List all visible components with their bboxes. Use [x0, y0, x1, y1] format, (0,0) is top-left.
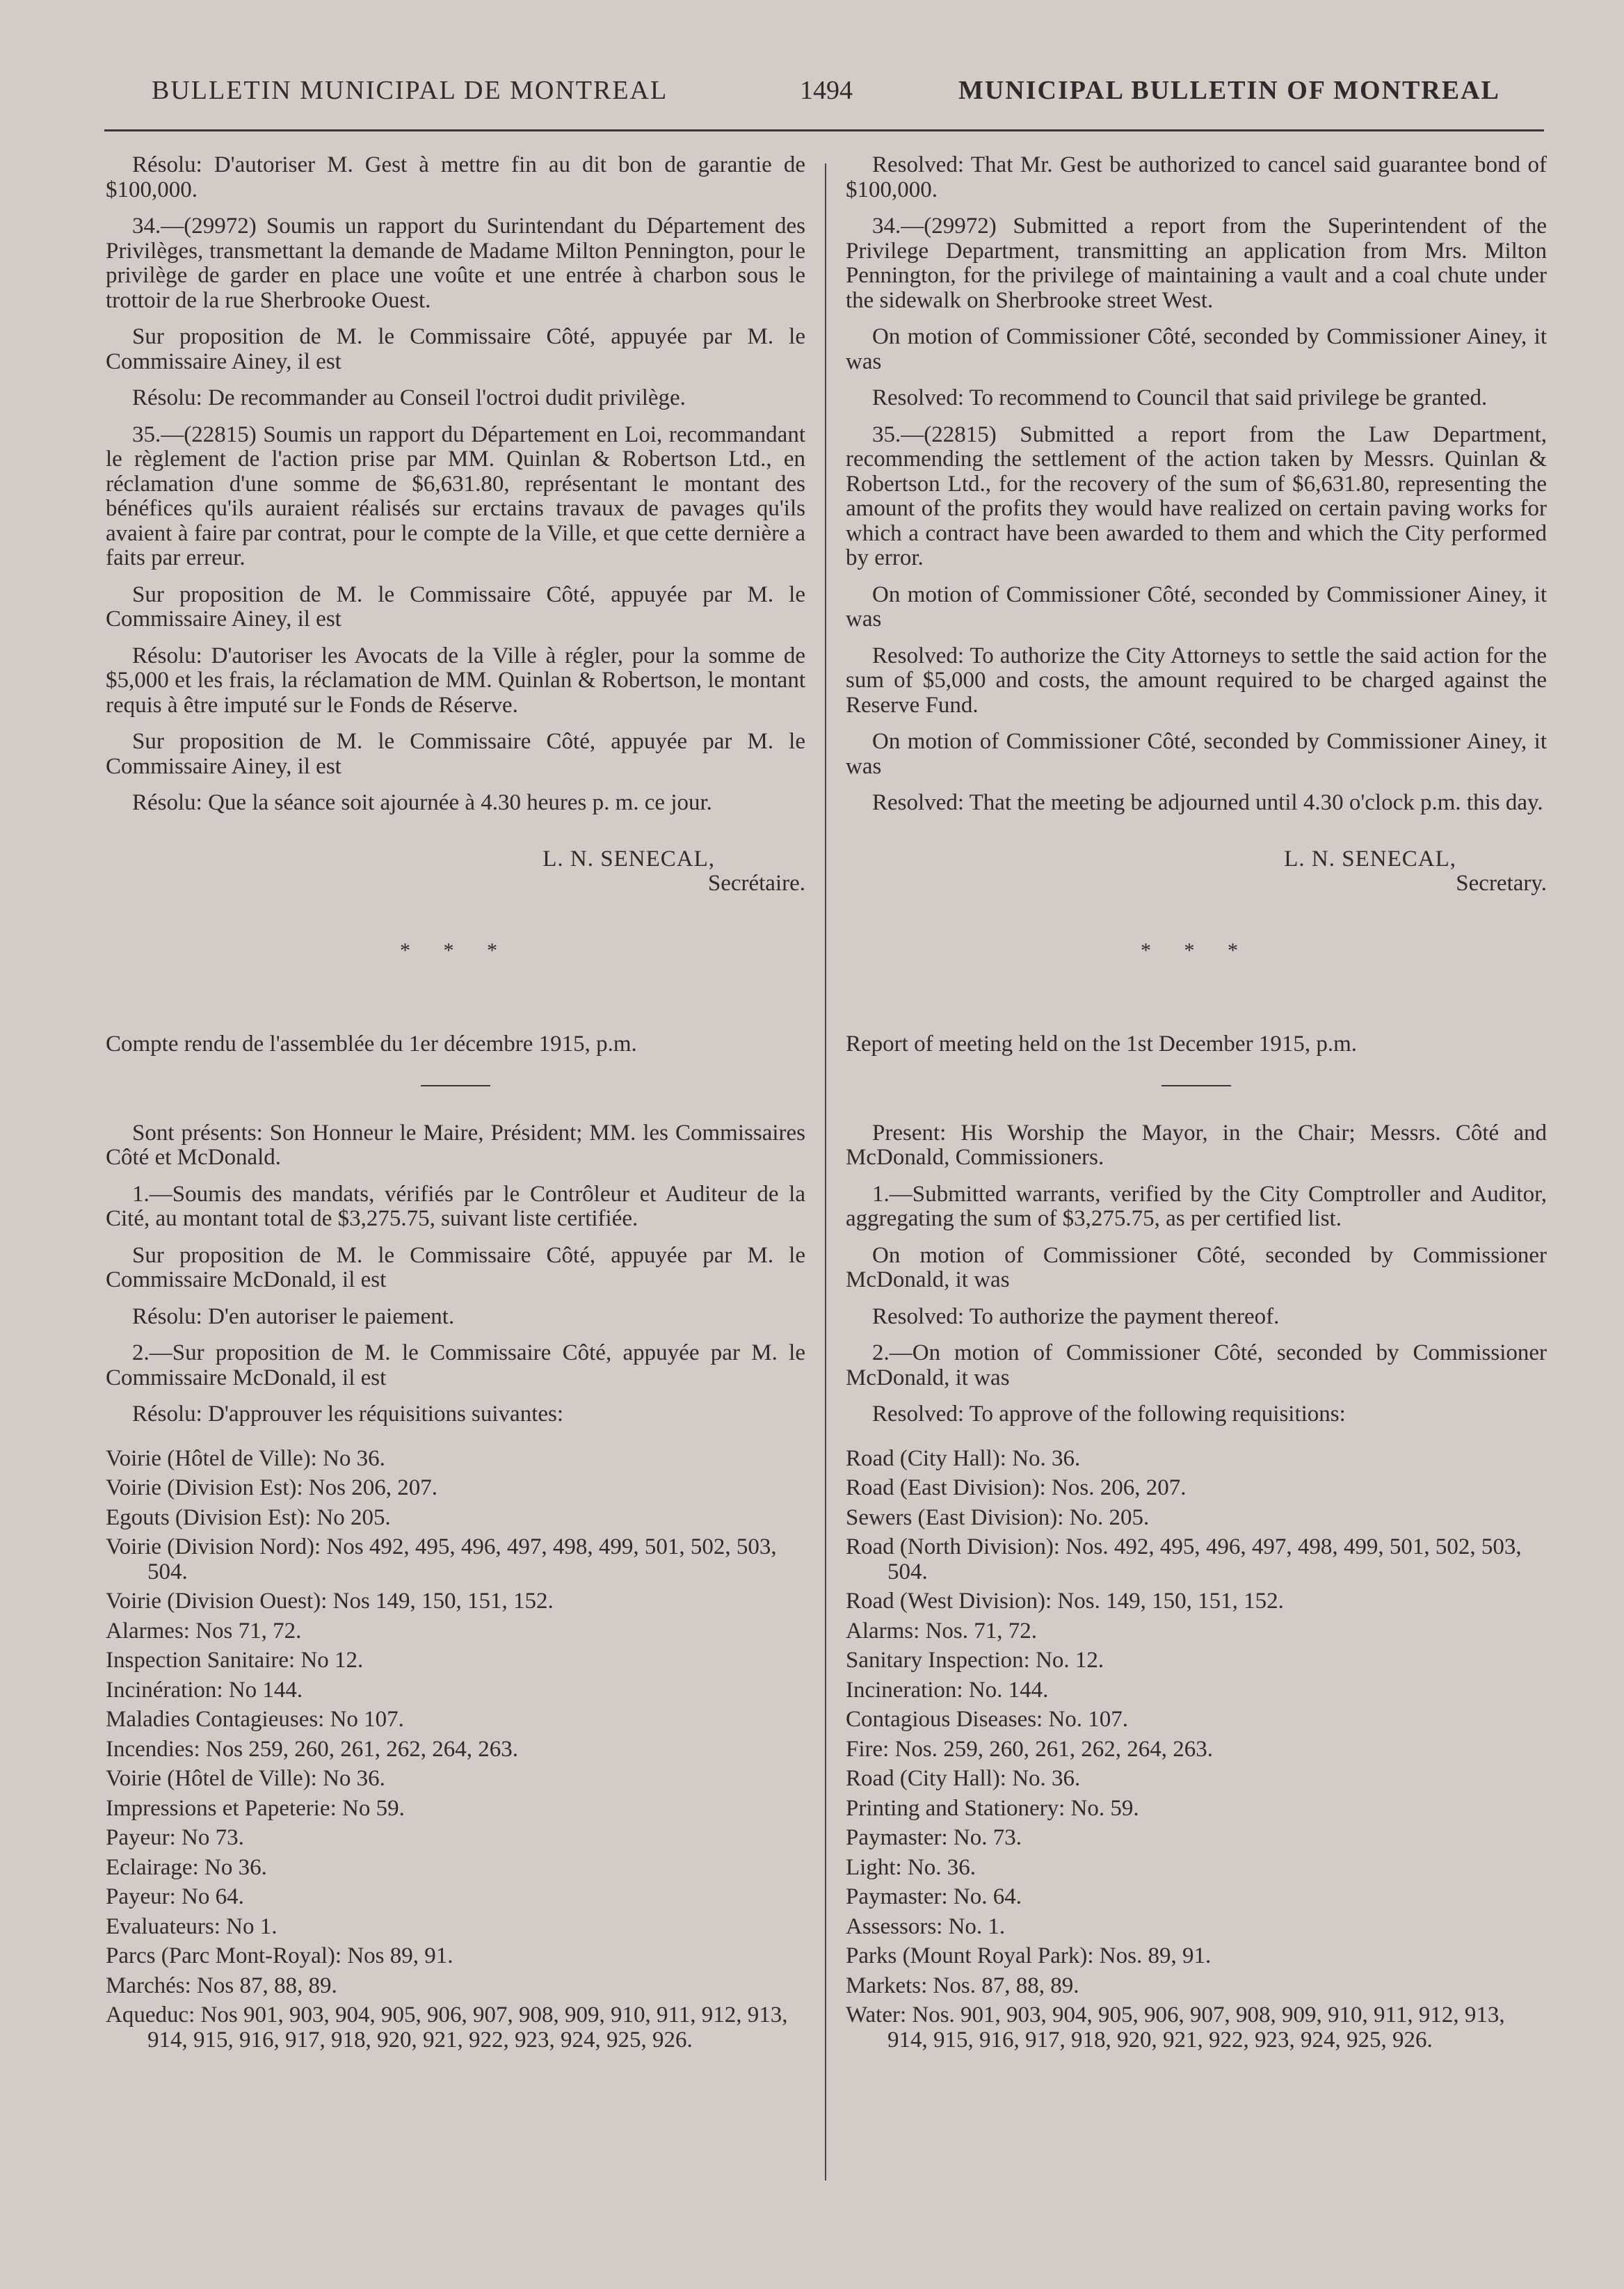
paragraph: 1.—Soumis des mandats, vérifiés par le Contrôleur et Auditeur de la Cité, au montant total de $3,275.75, suivant liste certifiée. — [106, 1181, 805, 1231]
paragraph: 1.—Submitted warrants, verified by the City Comptroller and Auditor, aggregating the sum of $3,275.75, as per certified list. — [846, 1181, 1547, 1231]
requisition-item: Printing and Stationery: No. 59. — [846, 1795, 1139, 1821]
paragraph: On motion of Commissioner Côté, seconded by Commissioner McDonald, it was — [846, 1242, 1547, 1292]
requisition-item: Voirie (Hôtel de Ville): No 36. — [106, 1445, 385, 1471]
signature-name: L. N. SENECAL, — [1284, 846, 1456, 872]
header-title-english: MUNICIPAL BULLETIN OF MONTREAL — [958, 76, 1500, 105]
signature-title: Secrétaire. — [707, 871, 805, 896]
paragraph: Resolved: To recommend to Council that said privilege be granted. — [872, 385, 1488, 410]
requisition-item: Aqueduc: Nos 901, 903, 904, 905, 906, 907, 908, 909, 910, 911, 912, 913, 914, 915, 916, 917, 918, 920, 921, 922, 923, 924, 925, 926. — [106, 2002, 788, 2053]
paragraph: 35.—(22815) Soumis un rapport du Département en Loi, recommandant le règlement de l'action prise par MM. Quinlan & Robertson Ltd., en réclamation d'une somme de $6,631.80, représentant le montant des bénéfices qu'ils auraient réalisés sur erctains travaux de pavages qu'ils avaient à faire par contrat, pour le compte de la Ville, et que cette dernière a faits par erreur. — [106, 421, 805, 570]
requisition-item: Voirie (Division Est): Nos 206, 207. — [106, 1475, 437, 1500]
requisition-item: Maladies Contagieuses: No 107. — [106, 1707, 404, 1732]
requisition-item: Road (West Division): Nos. 149, 150, 151, 152. — [846, 1589, 1284, 1614]
requisition-item: Payeur: No 64. — [106, 1884, 244, 1909]
requisition-item: Voirie (Hôtel de Ville): No 36. — [106, 1766, 385, 1791]
paragraph: Resolved: To authorize the payment thereof. — [872, 1303, 1280, 1329]
requisition-item: Road (East Division): Nos. 206, 207. — [846, 1475, 1187, 1500]
paragraph: Sont présents: Son Honneur le Maire, Président; MM. les Commissaires Côté et McDonald. — [106, 1120, 805, 1170]
paragraph: Sur proposition de M. le Commissaire Côté, appuyée par M. le Commissaire Ainey, il est — [106, 729, 805, 779]
paragraph: Present: His Worship the Mayor, in the Chair; Messrs. Côté and McDonald, Commissioners. — [846, 1120, 1547, 1170]
requisition-item: Incinération: No 144. — [106, 1677, 303, 1703]
paragraph: Sur proposition de M. le Commissaire Côté, appuyée par M. le Commissaire Ainey, il est — [106, 324, 805, 374]
requisition-item: Egouts (Division Est): No 205. — [106, 1504, 391, 1530]
requisition-item: Evaluateurs: No 1. — [106, 1913, 278, 1939]
requisition-item: Paymaster: No. 73. — [846, 1825, 1022, 1850]
paragraph: Resolved: To authorize the City Attorneys to settle the said action for the sum of $5,000 and costs, the amount required to be charged against the Reserve Fund. — [846, 643, 1547, 718]
paragraph: Résolu: D'en autoriser le paiement. — [132, 1303, 455, 1329]
requisition-item: Eclairage: No 36. — [106, 1854, 267, 1880]
section-separator: * * * — [400, 938, 511, 962]
page-header — [0, 75, 1624, 117]
section-separator: * * * — [1141, 938, 1252, 962]
requisition-list — [846, 1447, 1547, 2053]
page-number: 1494 — [800, 76, 853, 105]
paragraph: 34.—(29972) Soumis un rapport du Surintendant du Département des Privilèges, transmettant la demande de Madame Milton Pennington, pour le privilège de garder en place une voûte et une entrée à charbon sous le trottoir de la rue Sherbrooke Ouest. — [106, 214, 805, 313]
paragraph: On motion of Commissioner Côté, seconded by Commissioner Ainey, it was — [846, 581, 1547, 632]
requisition-item: Parcs (Parc Mont-Royal): Nos 89, 91. — [106, 1943, 453, 1968]
paragraph: Résolu: Que la séance soit ajournée à 4.30 heures p. m. ce jour. — [132, 790, 712, 815]
paragraph: Sur proposition de M. le Commissaire Côté, appuyée par M. le Commissaire Ainey, il est — [106, 581, 805, 632]
requisition-list — [106, 1447, 805, 2053]
paragraph: Resolved: To approve of the following requisitions: — [872, 1401, 1346, 1427]
header-rule — [104, 129, 1544, 131]
requisition-item: Assessors: No. 1. — [846, 1913, 1006, 1939]
paragraph: Resolved: That the meeting be adjourned until 4.30 o'clock p.m. this day. — [872, 790, 1543, 815]
signature-title: Secretary. — [1456, 871, 1547, 896]
paragraph: 2.—Sur proposition de M. le Commissaire Côté, appuyée par M. le Commissaire McDonald, il est — [106, 1340, 805, 1390]
requisition-item: Paymaster: No. 64. — [846, 1884, 1022, 1909]
requisition-item: Road (City Hall): No. 36. — [846, 1766, 1081, 1791]
requisition-item: Road (North Division): Nos. 492, 495, 496, 497, 498, 499, 501, 502, 503, 504. — [846, 1534, 1522, 1584]
requisition-item: Incendies: Nos 259, 260, 261, 262, 264, 263. — [106, 1736, 519, 1762]
requisition-item: Contagious Diseases: No. 107. — [846, 1707, 1129, 1732]
english-column — [846, 153, 1547, 2057]
short-rule — [421, 1085, 490, 1086]
paragraph: 34.—(29972) Submitted a report from the Superintendent of the Privilege Department, transmitting an application from Mrs. Milton Pennington, for the privilege of maintaining a vault and a coal chute under the sidewalk on Sherbrooke street West. — [846, 214, 1547, 313]
paragraph: On motion of Commissioner Côté, seconded by Commissioner Ainey, it was — [846, 729, 1547, 779]
paragraph: Resolved: That Mr. Gest be authorized to cancel said guarantee bond of $100,000. — [846, 152, 1547, 202]
requisition-item: Road (City Hall): No. 36. — [846, 1445, 1081, 1471]
requisition-item: Fire: Nos. 259, 260, 261, 262, 264, 263. — [846, 1736, 1213, 1762]
signature-name: L. N. SENECAL, — [542, 846, 715, 872]
requisition-item: Sanitary Inspection: No. 12. — [846, 1648, 1104, 1673]
paragraph: 2.—On motion of Commissioner Côté, seconded by Commissioner McDonald, it was — [846, 1340, 1547, 1390]
requisition-item: Payeur: No 73. — [106, 1825, 244, 1850]
requisition-item: Water: Nos. 901, 903, 904, 905, 906, 907, 908, 909, 910, 911, 912, 913, 914, 915, 916, 917, 918, 920, 921, 922, 923, 924, 925, 926. — [846, 2002, 1505, 2053]
requisition-item: Markets: Nos. 87, 88, 89. — [846, 1973, 1079, 1998]
requisition-item: Voirie (Division Nord): Nos 492, 495, 496, 497, 498, 499, 501, 502, 503, 504. — [106, 1534, 777, 1584]
requisition-item: Impressions et Papeterie: No 59. — [106, 1795, 405, 1821]
requisition-item: Incineration: No. 144. — [846, 1677, 1049, 1703]
requisition-item: Sewers (East Division): No. 205. — [846, 1504, 1150, 1530]
requisition-item: Marchés: Nos 87, 88, 89. — [106, 1973, 337, 1998]
paragraph: On motion of Commissioner Côté, seconded by Commissioner Ainey, it was — [846, 324, 1547, 374]
report-title: Compte rendu de l'assemblée du 1er décembre 1915, p.m. — [106, 1031, 637, 1057]
paragraph: Résolu: De recommander au Conseil l'octroi dudit privilège. — [132, 385, 686, 410]
paragraph: Résolu: D'approuver les réquisitions suivantes: — [132, 1401, 564, 1427]
paragraph: Sur proposition de M. le Commissaire Côté, appuyée par M. le Commissaire McDonald, il est — [106, 1242, 805, 1292]
requisition-item: Alarms: Nos. 71, 72. — [846, 1618, 1037, 1644]
paragraph: Résolu: D'autoriser les Avocats de la Ville à régler, pour la somme de $5,000 et les frais, la réclamation de MM. Quinlan & Robertson, le montant requis à être imputé sur le Fonds de Réserve. — [106, 643, 805, 718]
header-title-french: BULLETIN MUNICIPAL DE MONTREAL — [152, 76, 668, 105]
paragraph: 35.—(22815) Submitted a report from the Law Department, recommending the settlement of the action taken by Messrs. Quinlan & Robertson Ltd., for the recovery of the sum of $6,631.80, representing the amount of the profits they would have realized on certain paving works for which a contract have been awarded to them and which the City performed by error. — [846, 421, 1547, 570]
paragraph: Résolu: D'autoriser M. Gest à mettre fin au dit bon de garantie de $100,000. — [106, 152, 805, 202]
short-rule — [1161, 1085, 1231, 1086]
requisition-item: Alarmes: Nos 71, 72. — [106, 1618, 302, 1644]
french-column — [106, 153, 805, 2057]
requisition-item: Voirie (Division Ouest): Nos 149, 150, 151, 152. — [106, 1589, 554, 1614]
report-title: Report of meeting held on the 1st December 1915, p.m. — [846, 1031, 1357, 1057]
requisition-item: Light: No. 36. — [846, 1854, 976, 1880]
column-divider — [825, 163, 826, 2180]
requisition-item: Inspection Sanitaire: No 12. — [106, 1648, 364, 1673]
requisition-item: Parks (Mount Royal Park): Nos. 89, 91. — [846, 1943, 1212, 1968]
